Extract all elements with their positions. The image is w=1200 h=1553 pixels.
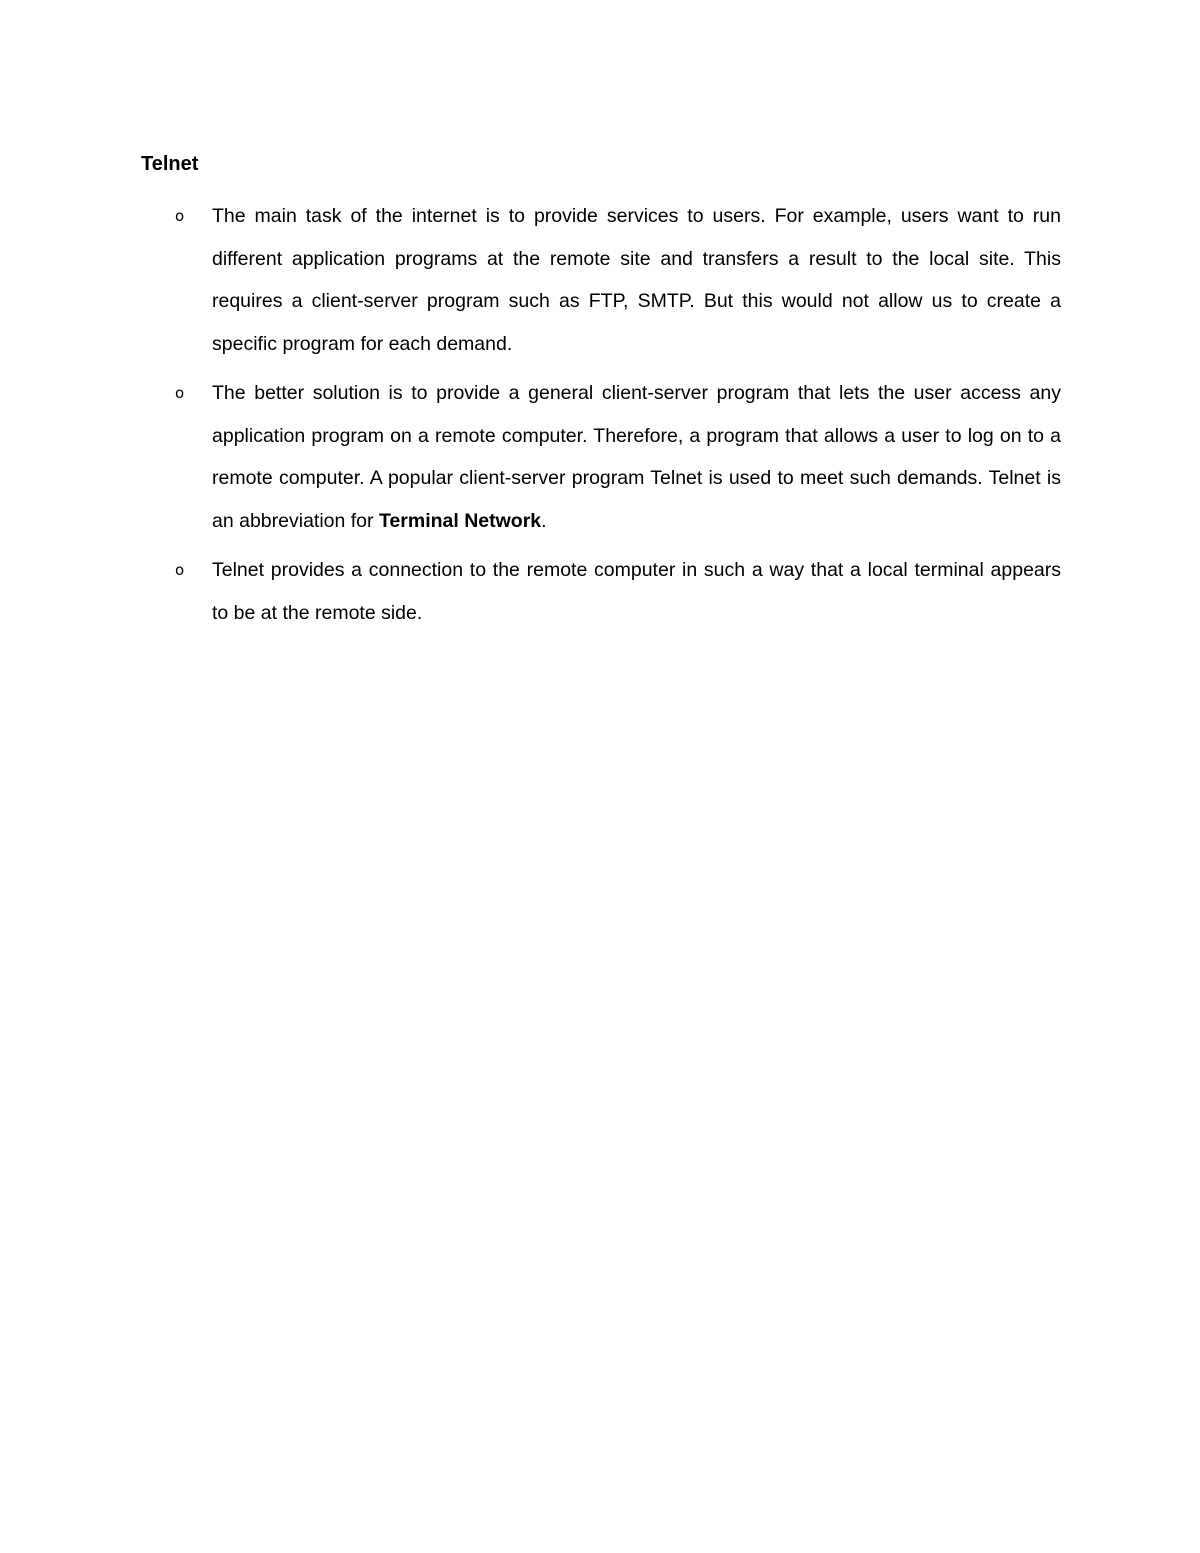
bold-term: Terminal Network [378, 509, 542, 532]
bullet-marker-icon: o [175, 561, 185, 579]
list-item-text-end: . [541, 509, 547, 532]
list-item [141, 372, 1061, 542]
list-item [141, 195, 1061, 365]
page-title: Telnet [141, 153, 199, 175]
list-item [141, 549, 1061, 634]
list-item-text [212, 382, 1061, 532]
bullet-marker-icon: o [175, 384, 185, 402]
list-item-text-part: The better solution is to provide a general client-server program that lets the user access any application program on a remote computer. Therefore, a program that allows a user to log on to a remote computer. A popular client-server program Telnet is used to meet such demands. Telnet is an abbreviation for [212, 382, 1061, 532]
bullet-list [141, 195, 1061, 641]
bullet-marker-icon: o [175, 207, 185, 225]
list-item-text: Telnet provides a connection to the remote computer in such a way that a local terminal appears to be at the remote side. [212, 559, 1061, 624]
list-item-text: The main task of the internet is to provide services to users. For example, users want to run different application programs at the remote site and transfers a result to the local site. This requires a client-server program such as FTP, SMTP. But this would not allow us to create a specific program for each demand. [212, 205, 1061, 355]
